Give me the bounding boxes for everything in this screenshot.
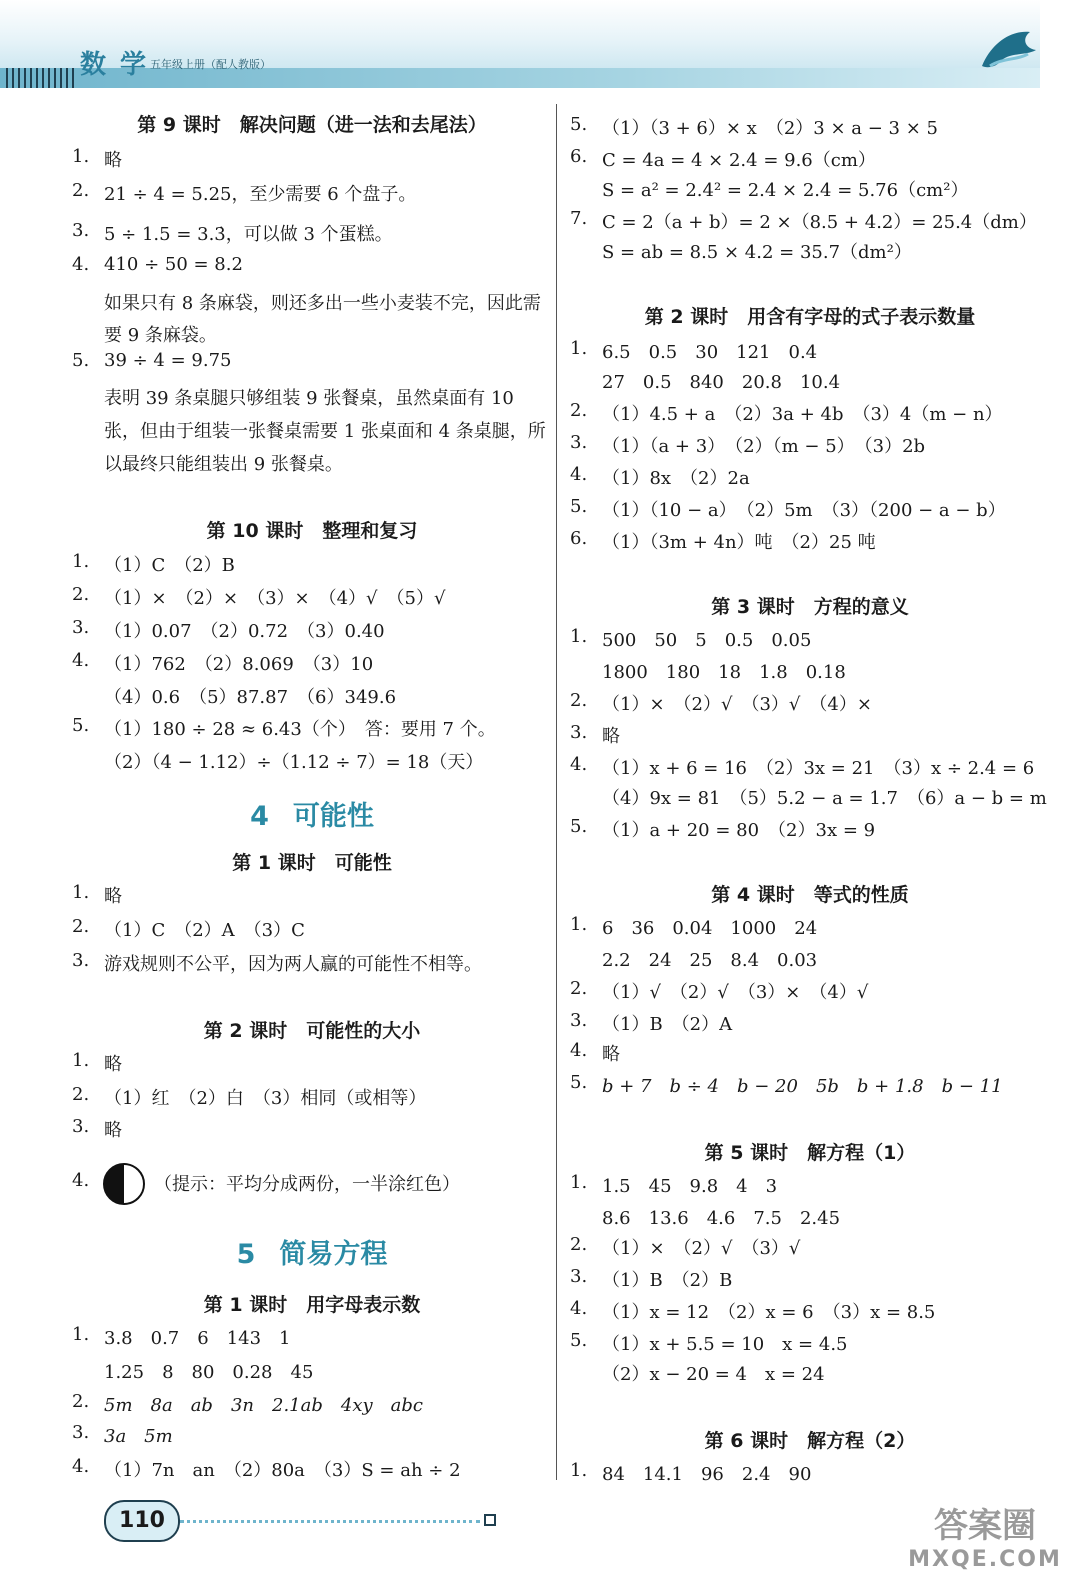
site-watermark: 答案圈 MXQE.COM (908, 1506, 1062, 1572)
header-ticks (6, 68, 76, 88)
answer-text: S = ab = 8.5 × 4.2 = 35.7（dm²） (602, 242, 912, 263)
answer-text: 1.25 8 80 0.28 45 (104, 1362, 314, 1383)
answer-text: （4）9x = 81 （5）5.2 − a = 1.7 （6）a − b = m (602, 788, 1047, 809)
section-title: 第 5 课时 解方程（1） (704, 1142, 916, 1164)
footer-square-icon (484, 1514, 496, 1526)
answer-text: 8.6 13.6 4.6 7.5 2.45 (602, 1208, 841, 1229)
answer-text: 如果只有 8 条麻袋，则还多出一些小麦装不完，因此需要 9 条麻袋。 (104, 293, 541, 346)
section-title: 第 9 课时 解决问题（进一法和去尾法） (137, 114, 487, 136)
section-title: 第 2 课时 可能性的大小 (203, 1020, 421, 1042)
answer-text: 2.2 24 25 8.4 0.03 (602, 950, 818, 971)
answer-text: （2）（4 − 1.12）÷（1.12 ÷ 7）= 18（天） (104, 752, 484, 773)
answer-text: 表明 39 条桌腿只够组装 9 张餐桌，虽然桌面有 10 张，但由于组装一张餐桌需要 1 张桌面和 4 条桌腿，所以最终只能组装出 9 张餐桌。 (104, 388, 546, 475)
answer-text: （2）x − 20 = 4 x = 24 (602, 1364, 825, 1385)
footer-dotted-line (180, 1520, 480, 1523)
section-title: 第 1 课时 可能性 (232, 852, 392, 874)
grade-label: 五年级上册（配人教版） (150, 58, 271, 71)
column-divider (556, 104, 557, 1480)
page-header (0, 0, 1080, 92)
page-footer (0, 1488, 1080, 1584)
section-title: 第 10 课时 整理和复习 (206, 520, 418, 542)
unit-title: 4 可能性 (250, 801, 374, 832)
subject-title: 数学 (80, 50, 161, 80)
section-title: 第 3 课时 方程的意义 (711, 596, 909, 618)
half-shaded-circle-icon (102, 1162, 146, 1206)
wave-logo-icon (978, 22, 1044, 72)
page-number: 110 (104, 1500, 180, 1542)
unit-title: 5 简易方程 (236, 1239, 388, 1270)
answer-text: （4）0.6 （5）87.87 （6）349.6 (104, 687, 397, 708)
section-title: 第 1 课时 用字母表示数 (203, 1294, 421, 1316)
section-title: 第 4 课时 等式的性质 (711, 884, 909, 906)
answer-text: S = a² = 2.4² = 2.4 × 2.4 = 5.76（cm²） (602, 180, 969, 201)
section-title: 第 2 课时 用含有字母的式子表示数量 (644, 306, 976, 328)
section-title: 第 6 课时 解方程（2） (704, 1430, 916, 1452)
answer-text: 27 0.5 840 20.8 10.4 (602, 372, 841, 393)
answer-text: 1800 180 18 1.8 0.18 (602, 662, 846, 683)
